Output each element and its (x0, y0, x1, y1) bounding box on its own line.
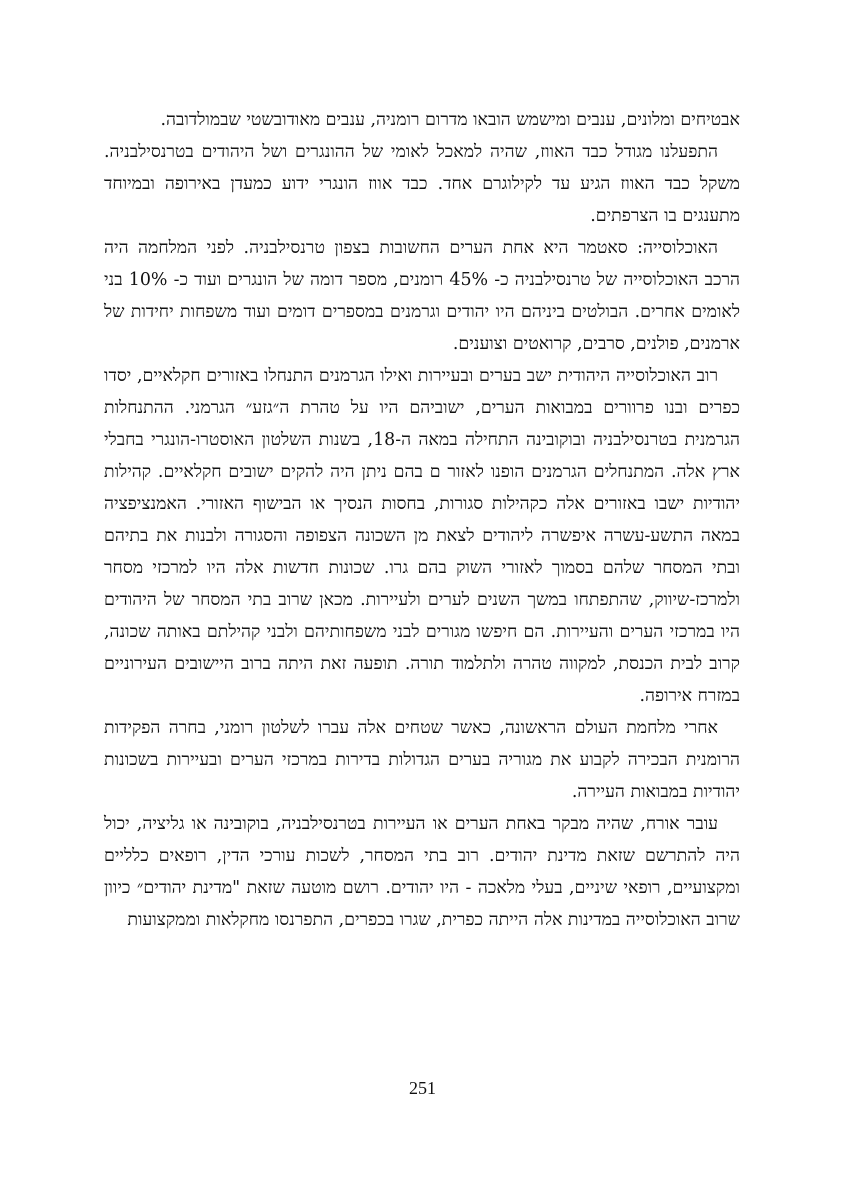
paragraph-goose-liver: התפעלנו מגודל כבד האווז, שהיה למאכל לאומי של ההונגרים ושל היהודים בטרנסילבניה. משקל כבד האווז הגיע עד לקילוגרם אחד. כבד אווז הונגרי ידוע כמעדן באירופה ובמיוחד מתענגים בו הצרפתים. (104, 142, 740, 226)
paragraph-population: האוכלוסייה: סאטמר היא אחת הערים החשובות בצפון טרנסילבניה. לפני המלחמה היה הרכב האוכלוסייה של טרנסילבניה כ- 45% רומנים, מספר דומה של הונגרים ועוד כ- 10% בני לאומים אחרים. הבולטים ביניהם היו יהודים וגרמנים במספרים דומים ועוד משפחות יחידות של ארמנים, פולנים, סרבים, קרואטים וצוענים. (104, 238, 740, 354)
paragraph-after-wwi: אחרי מלחמת העולם הראשונה, כאשר שטחים אלה עברו לשלטון רומני, בחרה הפקידות הרומנית הבכירה לקבוע את מגוריה בערים הגדולות בדירות במרכזי הערים ובעיירות בשכונות יהודיות במבואות העיירה. (104, 718, 740, 802)
page-body (104, 104, 740, 936)
paragraph-jewish-settlement: רוב האוכלוסייה היהודית ישב בערים ובעיירות ואילו הגרמנים התנחלו באזורים חקלאיים, יסדו כפרים ובנו פרוורים במבואות הערים, ישוביהם היו על טהרת ה״גזע״ הגרמני. ההתנחלות הגרמנית בטרנסילבניה ובוקובינה התחילה במאה ה-18, בשנות השלטון האוסטרו-הונגרי בחבלי ארץ אלה. המתנחלים הגרמנים הופנו לאזור ם בהם ניתן היה להקים ישובים חקלאיים. קהילות יהודיות ישבו באזורים אלה כקהילות סגורות, בחסות הנסיך או הבישוף האזורי. האמנציפציה במאה התשע-עשרה איפשרה ליהודים לצאת מן השכונה הצפופה והסגורה ולבנות את בתיהם ובתי המסחר שלהם בסמוך לאזורי השוק בהם גרו. שכונות חדשות אלה היו למרכזי מסחר ולמרכז-שיווק, שהתפתחו במשך השנים לערים ולעיירות. מכאן שרוב בתי המסחר של היהודים היו במרכזי הערים והעיירות. הם חיפשו מגורים לבני משפחותיהם ולבני קהילתם באותה שכונה, קרוב לבית הכנסת, למקווה טהרה ולתלמוד תורה. תופעה זאת היתה ברוב היישובים העירוניים במזרח אירופה. (104, 366, 740, 706)
paragraph-fruits: אבטיחים ומלונים, ענבים ומישמש הובאו מדרום רומניה, ענבים מאודובשטי שבמולדובה. (160, 110, 740, 130)
paragraph-passerby: עובר אורח, שהיה מבקר באחת הערים או העיירות בטרנסילבניה, בוקובינה או גליציה, יכול היה להתרשם שזאת מדינת יהודים. רוב בתי המסחר, לשכות עורכי הדין, רופאים כלליים ומקצועיים, רופאי שיניים, בעלי מלאכה - היו יהודים. רושם מוטעה שזאת "מדינת יהודים״ כיוון שרוב האוכלוסייה במדינות אלה הייתה כפרית, שגרו בכפרים, התפרנסו מחקלאות וממקצועות (104, 814, 740, 930)
page-number: 251 (409, 1078, 436, 1098)
